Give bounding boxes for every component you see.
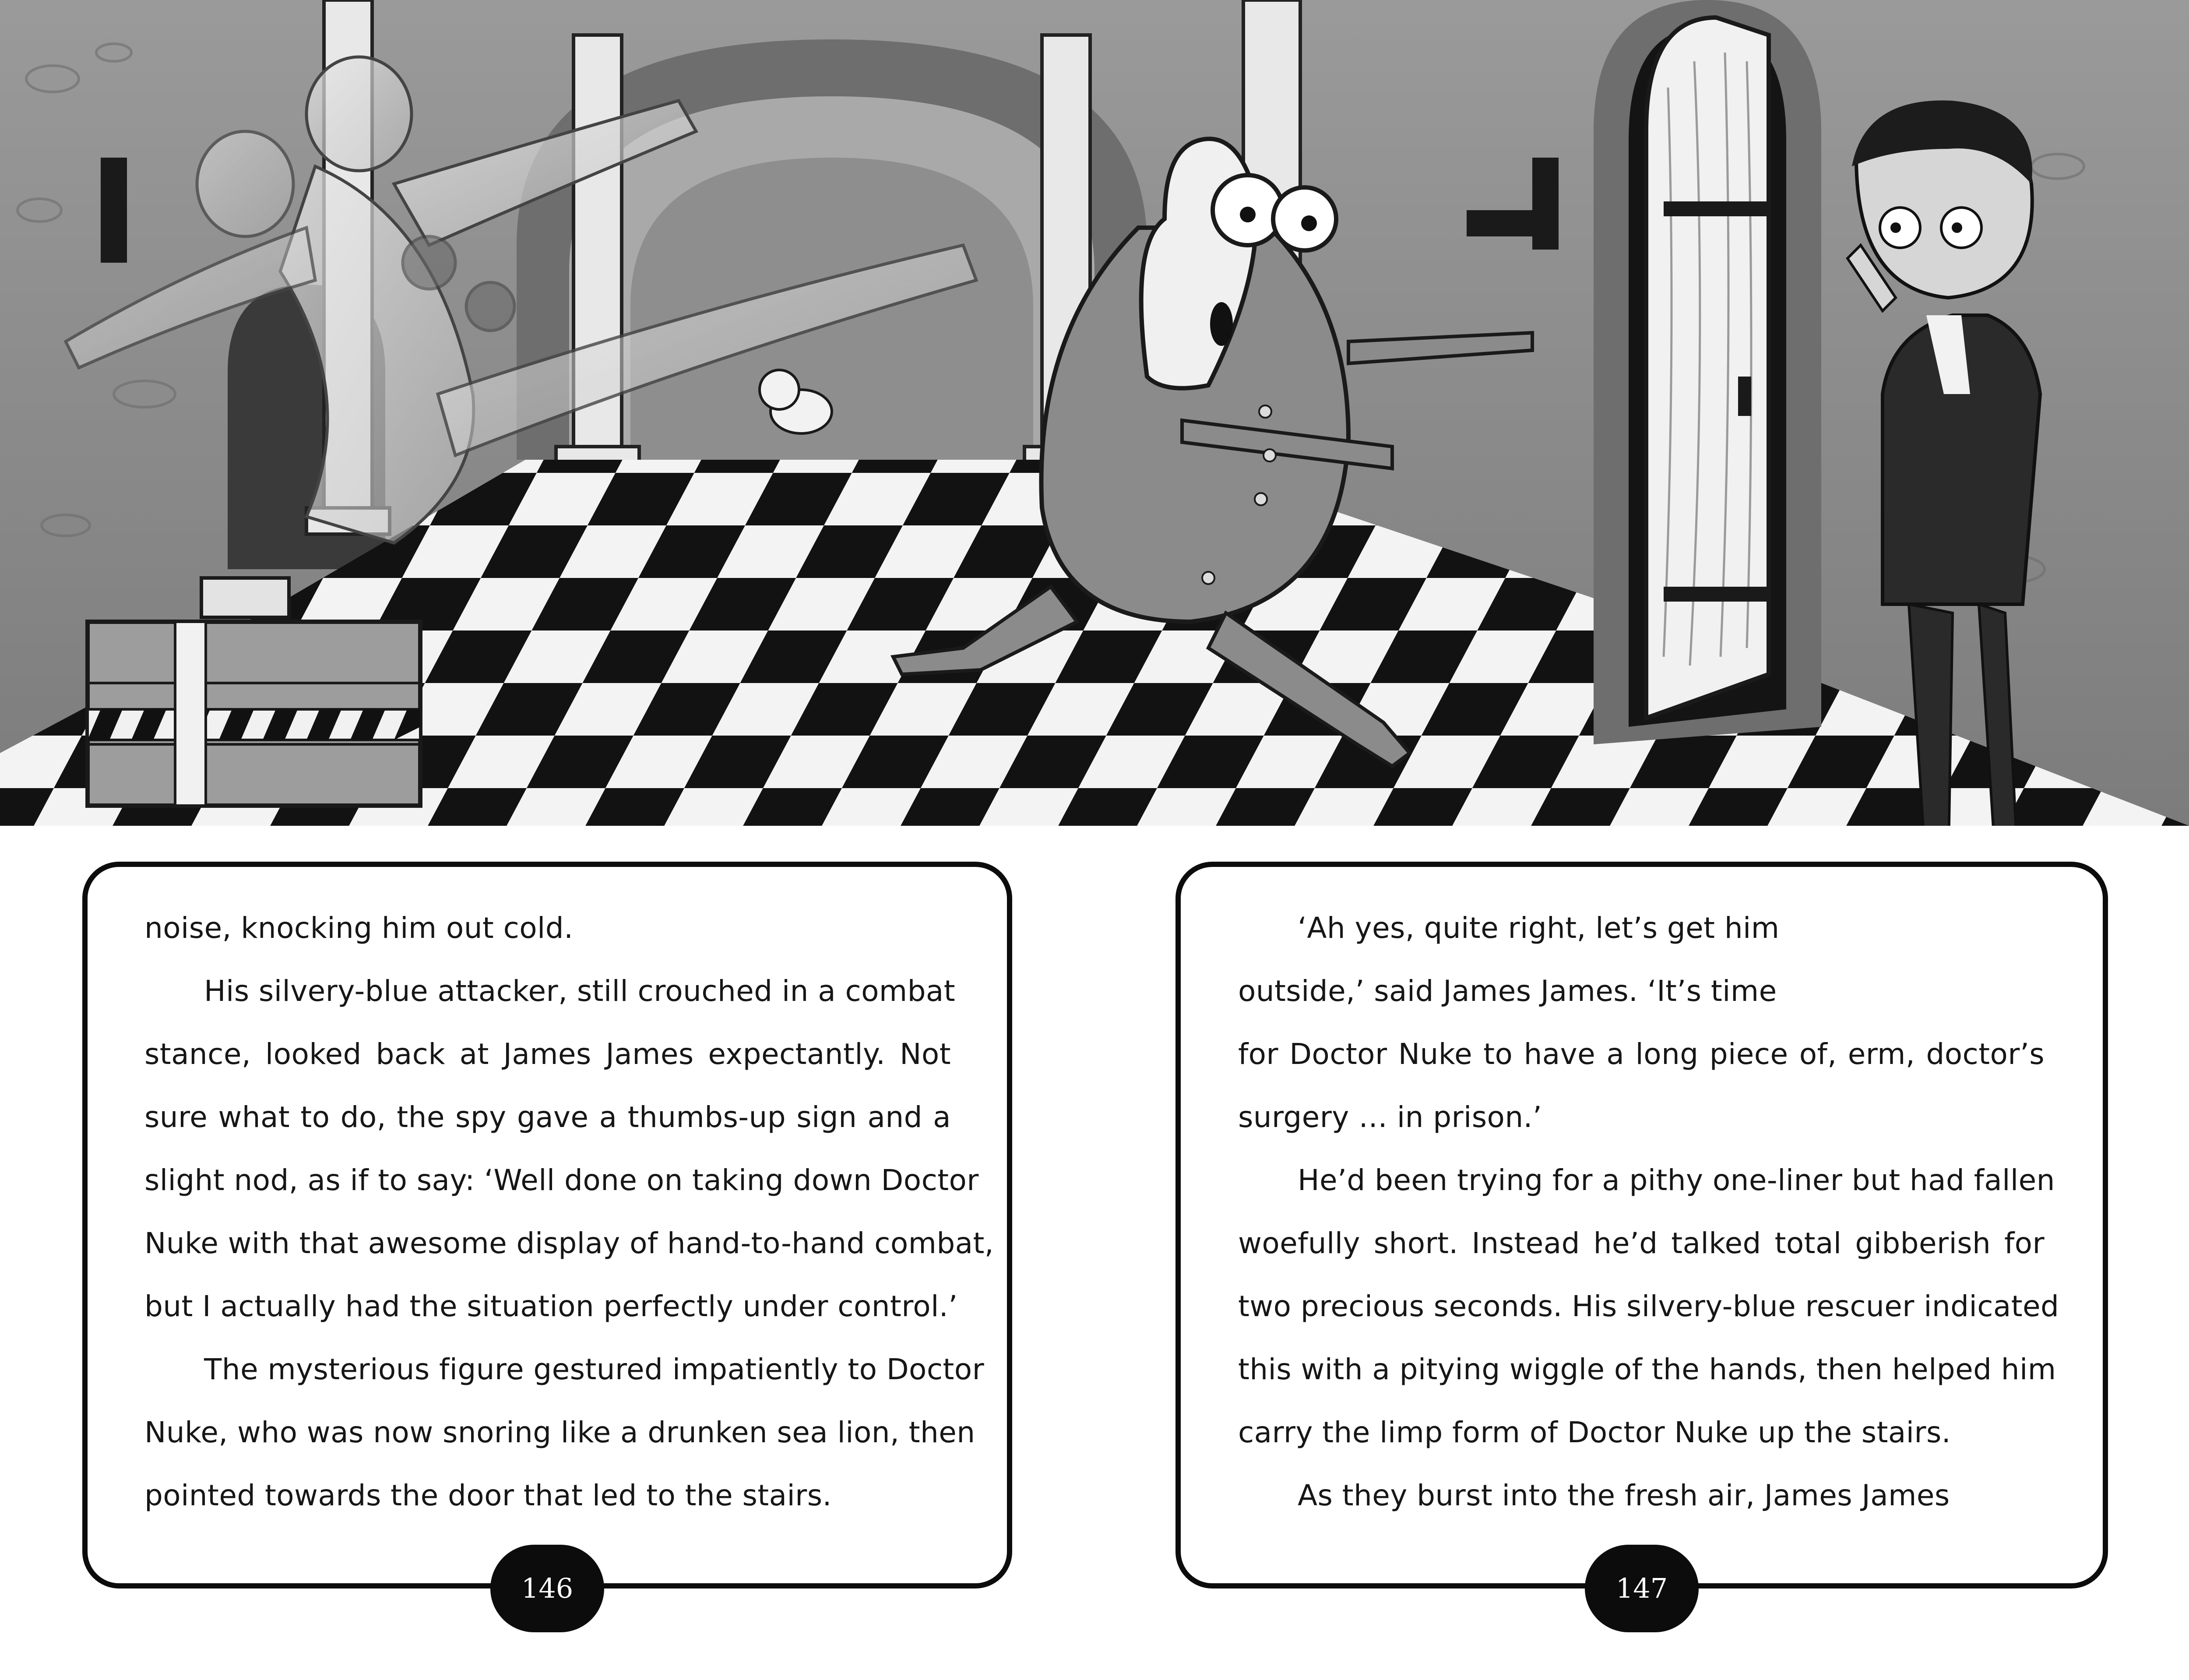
text-line: The mysterious figure gestured impatiently to Doctor bbox=[204, 1352, 985, 1386]
paragraph bbox=[144, 1338, 985, 1527]
left-page-text bbox=[144, 897, 994, 1527]
text-line: slight nod, as if to say: ‘Well done on taking down Doctor bbox=[144, 1163, 979, 1197]
text-line: noise, knocking him out cold. bbox=[144, 911, 574, 945]
paragraph bbox=[144, 960, 994, 1338]
text-line: carry the limp form of Doctor Nuke up the stairs. bbox=[1238, 1416, 1951, 1449]
castle-hall-illustration bbox=[0, 0, 2189, 826]
text-line: His silvery-blue attacker, still crouched in a combat bbox=[204, 974, 956, 1008]
doorway bbox=[1594, 0, 1821, 744]
right-page-text bbox=[1238, 897, 2059, 1527]
text-line: for Doctor Nuke to have a long piece of, erm, doctor’s bbox=[1238, 1037, 2045, 1071]
text-line: this with a pitying wiggle of the hands, then helped him bbox=[1238, 1352, 2056, 1386]
page-number-right: 147 bbox=[1585, 1545, 1699, 1632]
text-line: surgery … in prison.’ bbox=[1238, 1100, 1542, 1134]
illustration-banner bbox=[0, 0, 2189, 826]
text-line: but I actually had the situation perfectly under control.’ bbox=[144, 1289, 958, 1323]
text-line: Nuke with that awesome display of hand-to-hand combat, bbox=[144, 1226, 994, 1260]
text-line: Nuke, who was now snoring like a drunken sea lion, then bbox=[144, 1416, 975, 1449]
paragraph bbox=[1238, 1464, 2045, 1527]
text-line: outside,’ said James James. ‘It’s time bbox=[1238, 974, 1777, 1008]
text-line: ‘Ah yes, quite right, let’s get him bbox=[1298, 911, 1780, 945]
paragraph bbox=[1238, 1149, 2059, 1464]
paragraph bbox=[1238, 897, 2045, 1149]
text-line: He’d been trying for a pithy one-liner but had fallen bbox=[1298, 1163, 2055, 1197]
text-line: pointed towards the door that led to the stairs. bbox=[144, 1479, 832, 1512]
text-line: sure what to do, the spy gave a thumbs-up sign and a bbox=[144, 1100, 951, 1134]
text-line: As they burst into the fresh air, James James bbox=[1298, 1479, 1950, 1512]
text-line: stance, looked back at James James expectantly. Not bbox=[144, 1037, 951, 1071]
text-line: two precious seconds. His silvery-blue rescuer indicated bbox=[1238, 1289, 2059, 1323]
text-line: woefully short. Instead he’d talked total gibberish for bbox=[1238, 1226, 2045, 1260]
paragraph bbox=[144, 897, 951, 960]
page-number-left: 146 bbox=[490, 1545, 604, 1632]
